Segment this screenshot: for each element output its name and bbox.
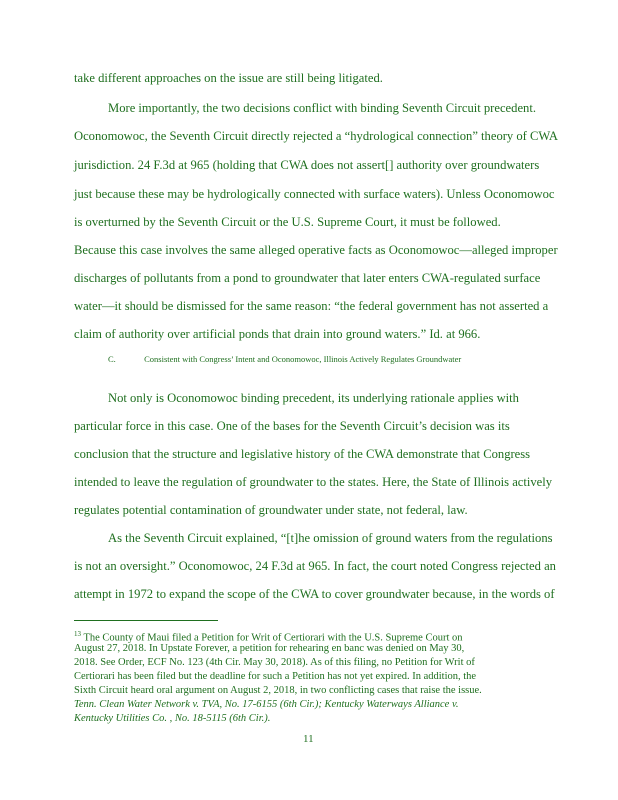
body-line-11: Not only is Oconomowoc binding precedent, its underlying rationale applies with <box>108 391 519 405</box>
body-line-2: More importantly, the two decisions conflict with binding Seventh Circuit precedent. <box>108 101 536 115</box>
footnote-rule <box>74 620 218 621</box>
section-heading <box>108 354 538 365</box>
page-number: 11 <box>303 733 314 745</box>
body-line-5: just because these may be hydrologically connected with surface waters). Unless Oconomowoc <box>74 187 555 201</box>
footnote-line-4: Certiorari has been filed but the deadline for such a Petition has not yet expired. In addition, the <box>74 671 477 682</box>
body-line-18: attempt in 1972 to expand the scope of the CWA to cover groundwater because, in the words of <box>74 587 555 601</box>
footnote-line-5: Sixth Circuit heard oral argument on August 2, 2018, in two conflicting cases that raise the issue. <box>74 685 482 696</box>
body-line-7: Because this case involves the same alleged operative facts as Oconomowoc—alleged improper <box>74 243 558 257</box>
body-line-9: water—it should be dismissed for the same reason: “the federal government has not asserted a <box>74 299 549 313</box>
body-line-10: claim of authority over artificial ponds that drain into ground waters.” Id. at 966. <box>74 327 481 341</box>
body-line-1: take different approaches on the issue are still being litigated. <box>74 71 383 85</box>
body-line-8: discharges of pollutants from a pond to groundwater that later enters CWA-regulated surface <box>74 271 541 285</box>
section-heading-letter: C. <box>108 354 116 364</box>
footnote-line-3: 2018. See Order, ECF No. 123 (4th Cir. May 30, 2018). As of this filing, no Petition for Writ of <box>74 657 475 668</box>
body-line-4: jurisdiction. 24 F.3d at 965 (holding that CWA does not assert[] authority over groundwaters <box>74 158 540 172</box>
footnote-number: 13 <box>74 630 81 638</box>
body-line-17: is not an oversight.” Oconomowoc, 24 F.3d at 965. In fact, the court noted Congress rejected an <box>74 559 556 573</box>
section-heading-title: Consistent with Congress’ Intent and Oconomowoc, Illinois Actively Regulates Groundwater <box>144 354 462 364</box>
footnote-line-2: August 27, 2018. In Upstate Forever, a petition for rehearing en banc was denied on May 30, <box>74 643 465 654</box>
body-line-15: regulates potential contamination of groundwater under state, not federal, law. <box>74 503 468 517</box>
footnote-text-1: The County of Maui filed a Petition for Writ of Certiorari with the U.S. Supreme Court on <box>83 632 463 644</box>
body-line-16: As the Seventh Circuit explained, “[t]he omission of ground waters from the regulations <box>108 531 553 545</box>
body-line-12: particular force in this case. One of the bases for the Seventh Circuit’s decision was its <box>74 419 510 433</box>
body-line-14: intended to leave the regulation of groundwater to the states. Here, the State of Illinois actively <box>74 475 553 489</box>
body-line-13: conclusion that the structure and legislative history of the CWA demonstrate that Congress <box>74 447 531 461</box>
footnote-line-6: Tenn. Clean Water Network v. TVA, No. 17-6155 (6th Cir.); Kentucky Waterways Alliance v. <box>74 699 459 710</box>
footnote-line-7: Kentucky Utilities Co. , No. 18-5115 (6th Cir.). <box>74 713 271 724</box>
body-line-3: Oconomowoc, the Seventh Circuit directly rejected a “hydrological connection” theory of CWA <box>74 129 558 143</box>
body-line-6: is overturned by the Seventh Circuit or the U.S. Supreme Court, it must be followed. <box>74 215 501 229</box>
